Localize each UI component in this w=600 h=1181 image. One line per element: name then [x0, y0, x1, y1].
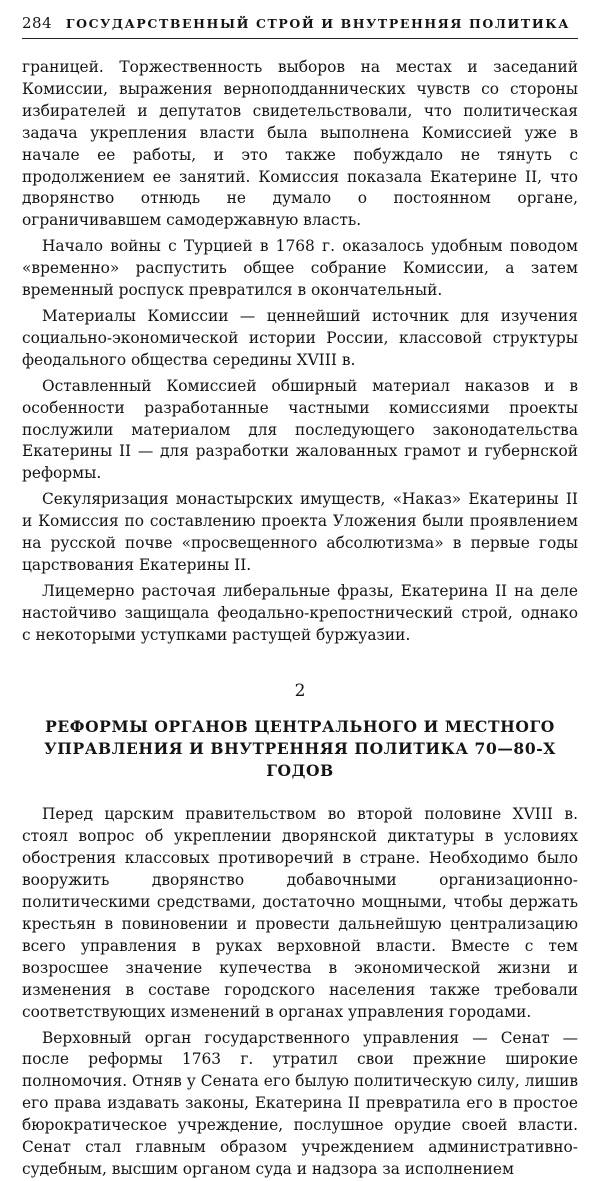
section-title-line-1: РЕФОРМЫ ОРГАНОВ ЦЕНТРАЛЬНОГО И МЕСТНОГО	[45, 717, 555, 737]
section-title	[22, 716, 578, 782]
paragraph: Верховный орган государственного управления — Сенат — после реформы 1763 г. утратил свои прежние широкие полномочия. Отняв у Сената его былую политическую силу, лишив его права издавать законы, Екатерина II превратила его в простое бюрократическое учреждение, послушное орудие своей власти. Сенат стал главным образом учреждением административно-судебным, высшим органом суда и надзора за исполнением	[22, 1028, 578, 1178]
paragraph: Оставленный Комиссией обширный материал наказов и в особенности разработанные частными комиссиями проекты послужили материалом для последующего законодательства Екатерины II — для разработки жалованных грамот и губернской реформы.	[22, 376, 578, 483]
running-header	[22, 14, 578, 39]
section-number: 2	[294, 680, 306, 701]
page-body	[22, 57, 578, 1181]
paragraph: Материалы Комиссии — ценнейший источник для изучения социально-экономической истории России, классовой структуры феодального общества середины XVIII в.	[22, 306, 578, 369]
paragraph: Лицемерно расточая либеральные фразы, Екатерина II на деле настойчиво защищала феодально-крепостнический строй, однако с некоторыми уступками растущей буржуазии.	[22, 581, 578, 644]
paragraph: Секуляризация монастырских имуществ, «Наказ» Екатерины II и Комиссия по составлению проекта Уложения были проявлением на русской почве «просвещенного абсолютизма» в первые годы царствования Екатерины II.	[22, 490, 578, 574]
running-title: ГОСУДАРСТВЕННЫЙ СТРОЙ И ВНУТРЕННЯЯ ПОЛИТИКА	[65, 16, 570, 31]
page-number: 284	[22, 14, 53, 32]
paragraph-continued: границей. Торжественность выборов на местах и заседаний Комиссии, выражения верноподданнических чувств со стороны избирателей и депутатов свидетельствовали, что политическая задача укрепления власти была выполнена Комиссией уже в начале ее работы, и это также побуждало не тянуть с продолжением ее занятий. Комиссия показала Екатерине II, что дворянство отнюдь не думало о постоянном органе, ограничивавшем самодержавную власть.	[22, 58, 578, 230]
paragraph: Перед царским правительством во второй половине XVIII в. стоял вопрос об укреплении дворянской диктатуры в условиях обострения классовых противоречий в стране. Необходимо было вооружить дворянство добавочными организационно-политическими средствами, достаточно мощными, чтобы держать крестьян в повиновении и провести дальнейшую централизацию всего управления в руках верховной власти. Вместе с тем возросшее значение купечества в экономической жизни и изменения в составе городского населения также требовали соответствующих изменений в органах управления городами.	[22, 805, 578, 1021]
paragraph: Начало войны с Турцией в 1768 г. оказалось удобным поводом «временно» распустить общее собрание Комиссии, а затем временный роспуск превратился в окончательный.	[22, 237, 578, 300]
section-title-line-2: УПРАВЛЕНИЯ И ВНУТРЕННЯЯ ПОЛИТИКА 70—80-Х ГОДОВ	[44, 739, 556, 781]
